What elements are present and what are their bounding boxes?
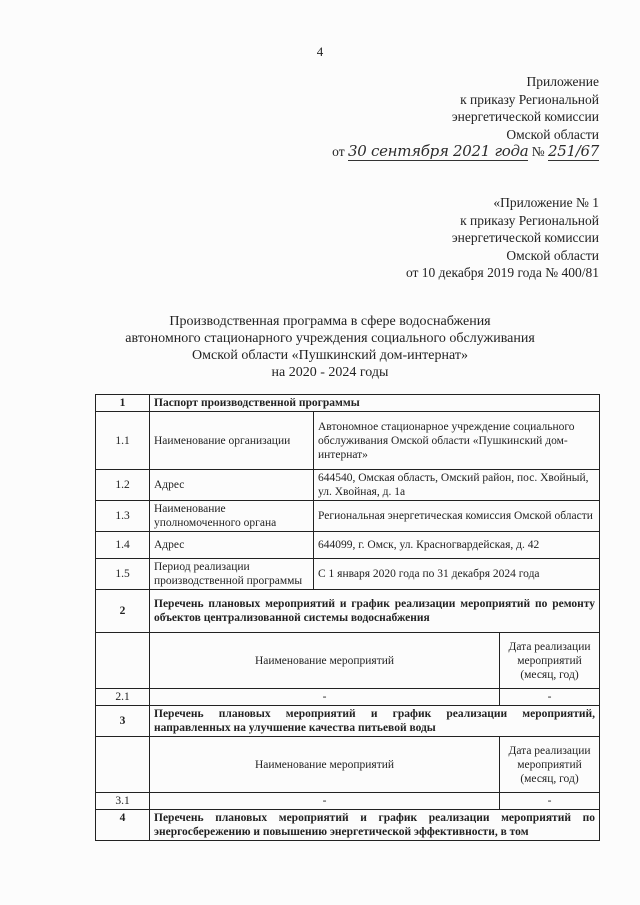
program-table — [95, 394, 600, 841]
appendix-1-line: от 10 декабря 2019 года № 400/81 — [405, 265, 599, 280]
column-header-date: Дата реализации мероприятий (месяц, год) — [500, 737, 600, 793]
row-name: - — [150, 793, 500, 810]
date-prefix: от — [332, 144, 345, 159]
row-value: 644099, г. Омск, ул. Красногвардейская, д. 42 — [314, 532, 600, 559]
section-title: Перечень плановых мероприятий и график реализации мероприятий, направленных на улучшение качества питьевой воды — [150, 706, 600, 737]
row-number: 1.3 — [96, 501, 150, 532]
order-date-line — [332, 143, 599, 161]
appendix-line: к приказу Региональной — [460, 91, 599, 107]
title-line: Омской области «Пушкинский дом-интернат» — [192, 348, 468, 363]
row-name: - — [150, 689, 500, 706]
section-3-header-row — [96, 706, 600, 737]
row-number: 3.1 — [96, 793, 150, 810]
section-number: 4 — [96, 810, 150, 841]
appendix-1-line: к приказу Региональной — [460, 212, 599, 228]
section-number: 2 — [96, 590, 150, 633]
row-value: Региональная энергетическая комиссия Омской области — [314, 501, 600, 532]
table-row — [96, 689, 600, 706]
title-line: на 2020 - 2024 годы — [271, 365, 389, 380]
row-date: - — [500, 689, 600, 706]
row-number: 1.5 — [96, 559, 150, 590]
row-value: Автономное стационарное учреждение социального обслуживания Омской области «Пушкинский дом-интернат» — [314, 412, 600, 470]
section-4-header-row — [96, 810, 600, 841]
appendix-1-line: энергетической комиссии — [451, 230, 599, 245]
program-title — [60, 313, 600, 381]
section-title: Перечень плановых мероприятий и график реализации мероприятий по энергосбережению и повышению энергетической эффективности, в том — [150, 810, 600, 841]
appendix-line: Омской области — [506, 126, 599, 142]
section-1-header-row — [96, 395, 600, 412]
handwritten-number: 251/67 — [548, 142, 599, 160]
column-header-date: Дата реализации мероприятий (месяц, год) — [500, 633, 600, 689]
section-number: 1 — [96, 395, 150, 412]
section-3-column-header — [96, 737, 600, 793]
empty-cell — [96, 633, 150, 689]
empty-cell — [96, 737, 150, 793]
title-line: автономного стационарного учреждения социального обслуживания — [125, 331, 535, 346]
section-number: 3 — [96, 706, 150, 737]
section-2-column-header — [96, 633, 600, 689]
table-row — [96, 559, 600, 590]
section-title: Паспорт производственной программы — [150, 395, 600, 412]
table-row — [96, 470, 600, 501]
row-value: 644540, Омская область, Омский район, пос. Хвойный, ул. Хвойная, д. 1а — [314, 470, 600, 501]
column-header-name: Наименование мероприятий — [150, 737, 500, 793]
row-label: Наименование уполномоченного органа — [150, 501, 314, 532]
row-number: 2.1 — [96, 689, 150, 706]
row-label: Наименование организации — [150, 412, 314, 470]
title-line: Производственная программа в сфере водоснабжения — [169, 314, 491, 329]
table-row — [96, 793, 600, 810]
appendix-1-line: «Приложение № 1 — [493, 195, 599, 210]
row-label: Адрес — [150, 532, 314, 559]
row-number: 1.1 — [96, 412, 150, 470]
section-2-header-row — [96, 590, 600, 633]
section-title: Перечень плановых мероприятий и график реализации мероприятий по ремонту объектов централизованной системы водоснабжения — [150, 590, 600, 633]
table-row — [96, 532, 600, 559]
appendix-line: Приложение — [526, 74, 599, 89]
table-row — [96, 501, 600, 532]
handwritten-date: 30 сентября 2021 года — [348, 142, 529, 160]
row-label: Период реализации производственной программы — [150, 559, 314, 590]
appendix-1-header — [406, 194, 599, 282]
appendix-1-line: Омской области — [506, 247, 599, 263]
appendix-line: энергетической комиссии — [451, 109, 599, 124]
row-value: С 1 января 2020 года по 31 декабря 2024 года — [314, 559, 600, 590]
number-prefix: № — [531, 144, 545, 159]
column-header-name: Наименование мероприятий — [150, 633, 500, 689]
appendix-header — [332, 73, 599, 161]
table-row — [96, 412, 600, 470]
row-number: 1.4 — [96, 532, 150, 559]
row-number: 1.2 — [96, 470, 150, 501]
page-number: 4 — [316, 44, 324, 59]
row-label: Адрес — [150, 470, 314, 501]
row-date: - — [500, 793, 600, 810]
